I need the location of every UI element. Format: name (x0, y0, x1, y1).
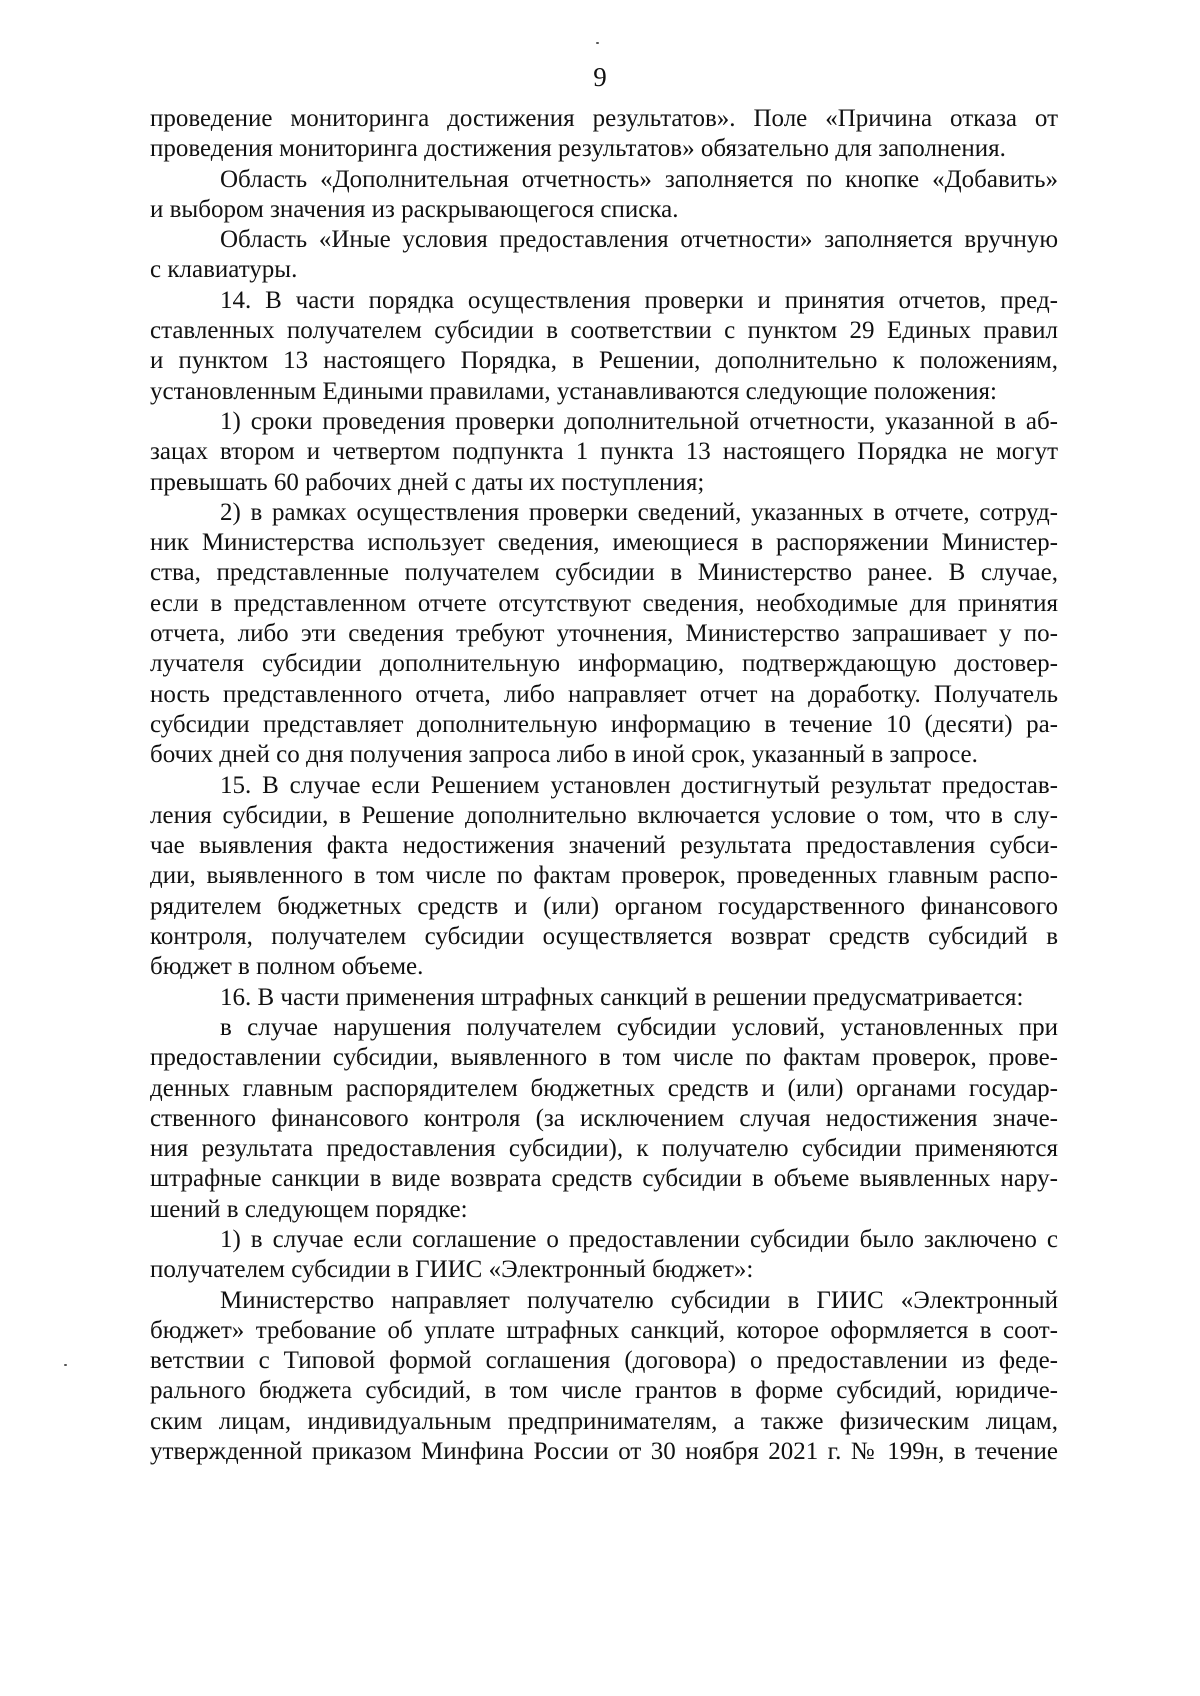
text-line: ления субсидии, в Решение дополнительно включается условие о том, что в слу- (150, 801, 1058, 829)
text-line: 15. В случае если Решением установлен достигнутый результат предостав- (220, 771, 1058, 799)
text-line: дии, выявленного в том числе по фактам проверок, проведенных главным распо- (150, 862, 1058, 890)
text-line: ственного финансового контроля (за исключением случая недостижения значе- (150, 1104, 1058, 1132)
paragraph (150, 1225, 1058, 1286)
text-line: чае выявления факта недостижения значений результата предоставления субси- (150, 832, 1058, 860)
text-line: ским лицам, индивидуальным предпринимателям, а также физическим лицам, (150, 1407, 1058, 1435)
text-line: рядителем бюджетных средств и (или) органом государственного финансового (150, 892, 1058, 920)
text-line: проведение мониторинга достижения результатов». Поле «Причина отказа от (150, 105, 1058, 132)
text-line: 1) сроки проведения проверки дополнительной отчетности, указанной в аб- (220, 407, 1058, 435)
text-line: отчета, либо эти сведения требуют уточнения, Министерство запрашивает у по- (150, 620, 1058, 648)
text-line: Область «Дополнительная отчетность» заполняется по кнопке «Добавить» (220, 165, 1058, 193)
paragraph (150, 165, 1058, 226)
text-line: ветствии с Типовой формой соглашения (договора) о предоставлении из феде- (150, 1347, 1058, 1375)
text-line: 16. В части применения штрафных санкций в решении предусматривается: (220, 983, 1024, 1011)
paragraph (150, 498, 1058, 771)
document-body (150, 104, 1058, 1467)
text-line: предоставлении субсидии, выявленного в том числе по фактам проверок, прове- (150, 1044, 1058, 1072)
scan-speck (596, 42, 599, 44)
paragraph (150, 225, 1058, 286)
text-line: рального бюджета субсидий, в том числе грантов в форме субсидий, юридиче- (150, 1377, 1058, 1405)
paragraph (150, 104, 1058, 165)
text-line: бочих дней со дня получения запроса либо в иной срок, указанный в запросе. (150, 741, 978, 769)
text-line: Министерство направляет получателю субсидии в ГИИС «Электронный (220, 1286, 1058, 1314)
text-line: ния результата предоставления субсидии), к получателю субсидии применяются (150, 1135, 1058, 1163)
text-line: в случае нарушения получателем субсидии условий, установленных при (220, 1013, 1058, 1041)
text-line: бюджет» требование об уплате штрафных санкций, которое оформляется в соот- (150, 1316, 1058, 1344)
paragraph (150, 407, 1058, 498)
text-line: контроля, получателем субсидии осуществляется возврат средств субсидий в (150, 923, 1058, 951)
paragraph (150, 286, 1058, 407)
text-line: бюджет в полном объеме. (150, 953, 424, 981)
text-line: установленным Едиными правилами, устанавливаются следующие положения: (150, 377, 997, 405)
text-line: денных главным распорядителем бюджетных средств и (или) органами государ- (150, 1074, 1058, 1102)
text-line: зацах втором и четвертом подпункта 1 пункта 13 настоящего Порядка не могут (150, 438, 1058, 466)
text-line: проведения мониторинга достижения результатов» обязательно для заполнения. (150, 135, 1006, 163)
scan-speck (64, 1364, 67, 1366)
text-line: если в представленном отчете отсутствуют сведения, необходимые для принятия (150, 589, 1058, 617)
paragraph (150, 1286, 1058, 1468)
text-line: ность представленного отчета, либо направляет отчет на доработку. Получатель (150, 680, 1058, 708)
text-line: лучателя субсидии дополнительную информацию, подтверждающую достовер- (150, 650, 1058, 678)
text-line: 1) в случае если соглашение о предоставлении субсидии было заключено с (220, 1225, 1058, 1253)
text-line: шений в следующем порядке: (150, 1195, 468, 1223)
text-line: ник Министерства использует сведения, имеющиеся в распоряжении Министер- (150, 529, 1058, 557)
text-line: ства, представленные получателем субсидии в Министерство ранее. В случае, (150, 559, 1058, 587)
paragraph (150, 771, 1058, 983)
text-line: субсидии представляет дополнительную информацию в течение 10 (десяти) ра- (150, 710, 1058, 738)
text-line: и выбором значения из раскрывающегося списка. (150, 195, 679, 223)
text-line: превышать 60 рабочих дней с даты их поступления; (150, 468, 705, 496)
paragraph (150, 1013, 1058, 1225)
text-line: и пунктом 13 настоящего Порядка, в Решении, дополнительно к положениям, (150, 347, 1058, 375)
text-line: получателем субсидии в ГИИС «Электронный бюджет»: (150, 1256, 754, 1284)
text-line: утвержденной приказом Минфина России от 30 ноября 2021 г. № 199н, в течение (150, 1438, 1058, 1466)
text-line: штрафные санкции в виде возврата средств субсидии в объеме выявленных нару- (150, 1165, 1058, 1193)
text-line: 14. В части порядка осуществления проверки и принятия отчетов, пред- (220, 286, 1058, 314)
text-line: 2) в рамках осуществления проверки сведений, указанных в отчете, сотруд- (220, 498, 1058, 526)
text-line: Область «Иные условия предоставления отчетности» заполняется вручную (220, 226, 1058, 254)
text-line: с клавиатуры. (150, 256, 298, 284)
page-number: 9 (593, 62, 607, 92)
paragraph (150, 983, 1058, 1013)
text-line: ставленных получателем субсидии в соответствии с пунктом 29 Единых правил (150, 317, 1058, 345)
